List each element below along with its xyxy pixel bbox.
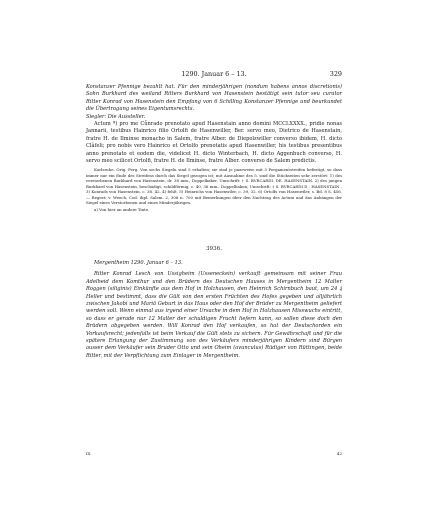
page-footer xyxy=(86,451,342,456)
footer-sheet-number: 42 xyxy=(336,451,342,456)
document-3936-section xyxy=(86,246,342,360)
document-number: 3936. xyxy=(205,246,222,252)
upper-archival-note: Karlsruhe. Orig. Perg. Von sechs Siegeln sind 5 erhalten; sie sind je paarweise mit 3 Pergamentstreifen befestigt, so dass immer nur ein Ende des Streifens durch das Siegel gezogen ist; mit Ausnahme des 5. sind die Stückseiten sehr zerstört: 1) des verstorbenen Burkhard von Hasenstein, dr. 38 mm., Doppelkaker, Umschrift: † S. BVRCARDI. DE. HASENSTAIN. 2) des jungen Burkhard von Hasenstein, beschädigt, schildförmig, c. 40, 36 mm., Doppelhaken; Umschrift: † S. BVRCARDI D . HASENSTAIN . 3) Konrads von Hasenstein, c. 38. 42. 4) fehlt. 5) Heinrichs von Hasenwiler, c. 39, 32. 6) Ortolfs von Hasenwiler, s. Bd. 8 S. 456. — Regest: v. Weech, Cod. dipl. Salem. 2, 308 n. 700 mit Bemerkungen über den Nachtrag des Actum und das Anhängen der Siegel eines Verstorbenen und eines Minderjährigen. xyxy=(86,167,342,205)
upper-sigler: Siegler: Die Aussteller. xyxy=(86,113,146,120)
running-header xyxy=(86,70,342,80)
upper-footnote: a) Von hier an andere Tinte. xyxy=(94,207,150,213)
lower-summary: Ritter Konrad Lesch von Ussigheim (Usseneckein) verkauft gemeinsam mit seiner Frau Adelheid dem Komthur und den Brüdern des Deutschen Hauses in Mergentheim 12 Malter Roggen (siliginis) Einkünfte aus dem Hof in Holzhausen, den Heinrich Schirnbuch baut, um 24 ₰ Heller und bestimmt, dass die Gült von den ersten Früchten des Hofes gegeben und alljährlich zwischen Jakobi und Mariä Geburt in das Haus oder den Hof der Brüder zu Mergentheim geliefert werden soll. Wenn einmal aus irgend einer Ursache in dem Hof in Holzhausen Misswuchs eintritt, so dass er gerade nur 12 Malter der schuldigen Frucht liefern kann, so sollen diese doch den Brüdern abgegeben werden. Will Konrad den Hof verkaufen, so hat der Deutschorden ein Vorkaufsrecht; jedenfalls ist beim Verkauf die Gült stets zu sichern. Für Gewährschaft und für die spätere Erlangung der Zustimmung von des Verkäufers minderjährigen Kindern sind Bürgen ausser dem Verkäufer sein Bruder Otto und sein Oheim (avunculus) Rüdiger von Rüttingen, beide Ritter, mit der Verpflichtung zum Einlager in Mergentheim. xyxy=(86,271,342,359)
page-number: 329 xyxy=(329,70,342,78)
running-title: 1290. Januar 6 – 13. xyxy=(181,70,247,78)
upper-summary: Konstanzer Pfennige bezahlt hat. Für den minderjährigen (nondum habens annos discretionis) Sohn Burkhard des weiland Ritters Burkhard von Hasenstein bestätigt sein tutor seu curator Ritter Konrad von Hasenstein den Empfang von 6 Schilling Konstanzer Pfennige und beurkundet die Übertragung seines Eigentumsrechts. xyxy=(86,84,342,113)
document-dateline: Mergentheim 1290. Januar 6 – 13. xyxy=(94,260,183,266)
upper-document-section xyxy=(86,84,342,213)
upper-latin-text: Actum ª) pro me Cůnrado prenotato apud Hasenstain anno domini MCCLXXXX., pridie nonas Jannarii, testibus Hainrico filio Ortolfi de Hasenwiller, Ber. servo meo, Dietrico de Hasenstain, fratre H. de Ilminse monacho in Salem, fratre Alber. de Diepolzwiller converso ibidem, H. dicto Clâfeli; pro nobis vero Hainrico et Ortolfo prenotatis apud Hasenwiller, his testibus presentibus anno prenotato et eodem die, videlicet H. dicto Winterbach, H. dicto Aggenbuch converso, H. servo meo scilicet Ortolfi, fratre H. de Ilminse, fratre Alber. converso de Salem predictis. xyxy=(86,121,342,165)
footer-signature: IX xyxy=(86,451,91,456)
